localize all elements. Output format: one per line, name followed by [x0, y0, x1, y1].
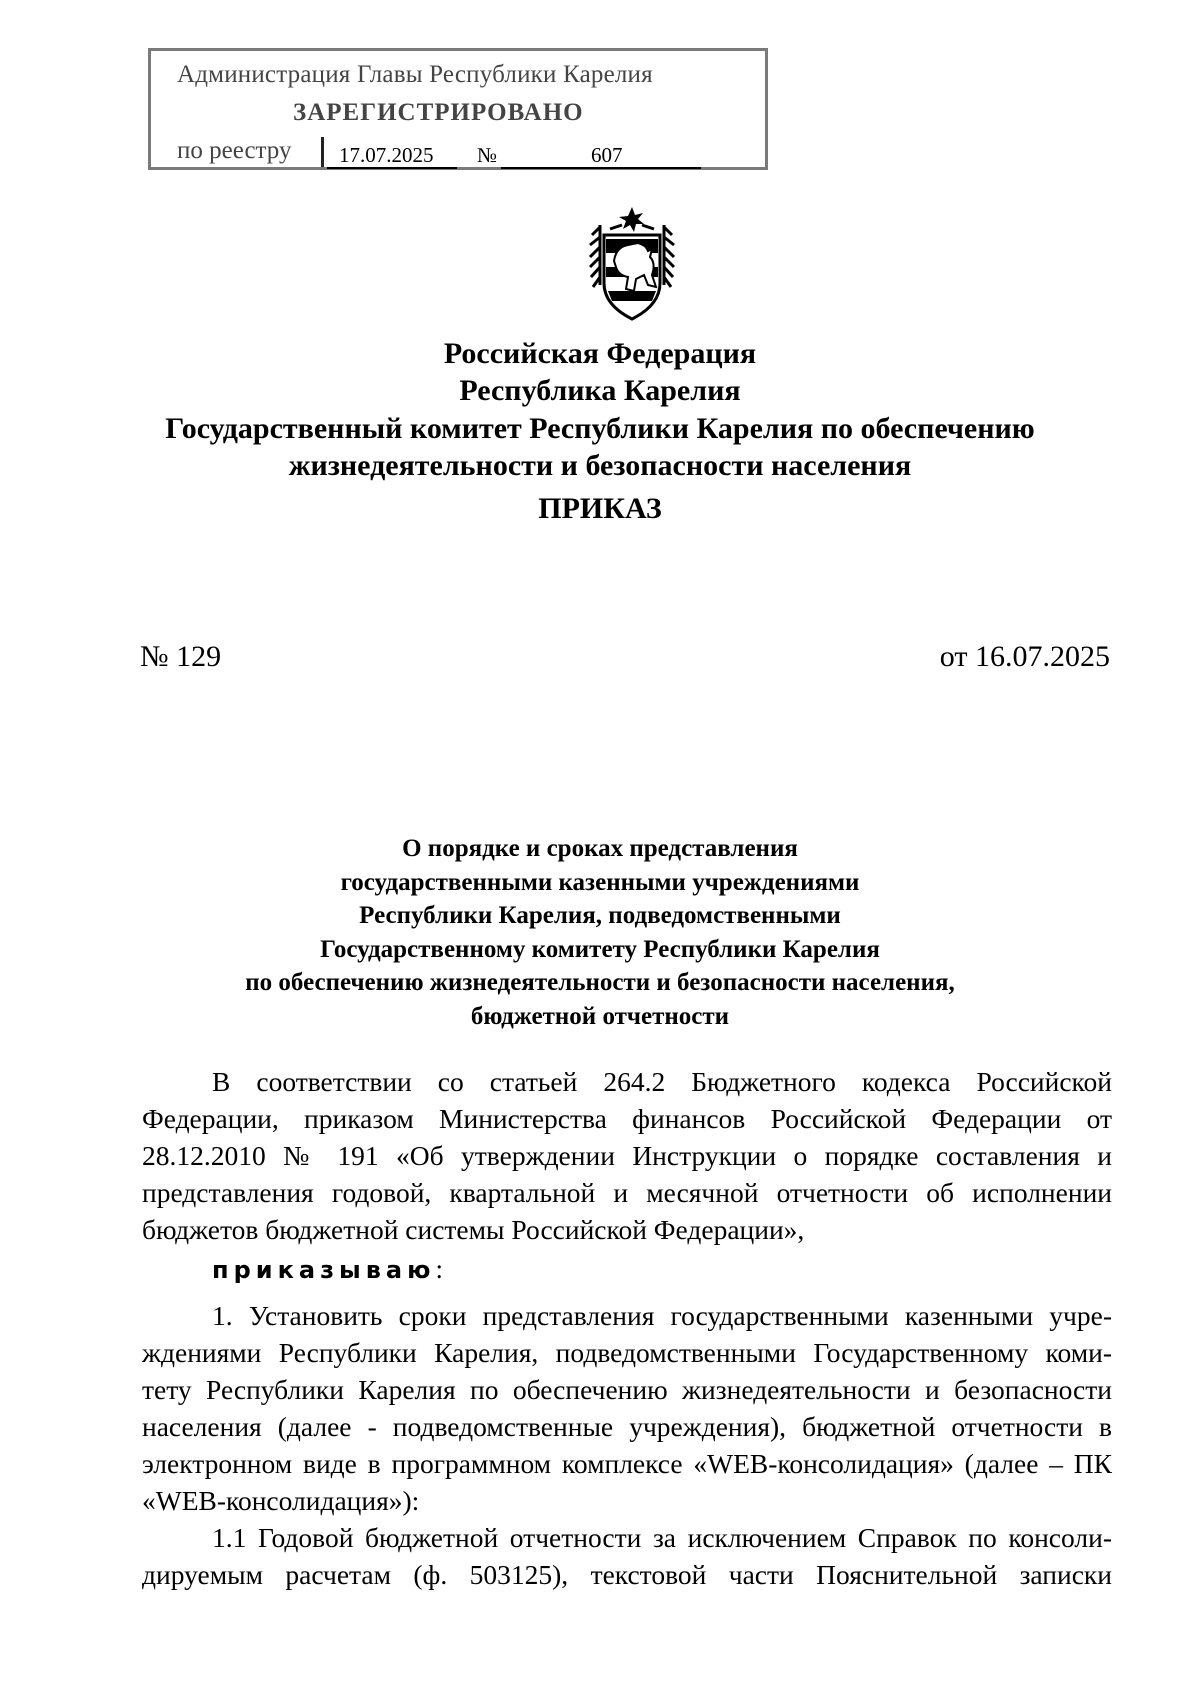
subject-line: Государственному комитету Республики Карелия	[320, 935, 880, 963]
item1-line: ждениями Республики Карелия, подведомственными Государственному коми-	[142, 1337, 1112, 1368]
item1-line: электронном виде в программном комплексе «WEB-консолидация» (далее – ПК	[142, 1448, 1112, 1479]
stamp-date: 17.07.2025	[339, 143, 434, 167]
item1-line: тету Республики Карелия по обеспечению жизнедеятельности и безопасности	[142, 1374, 1112, 1405]
header-committee-line2: жизнедеятельности и безопасности населения	[288, 449, 912, 482]
preamble-line: 28.12.2010 № 191 «Об утверждении Инструкции о порядке составления и	[142, 1140, 1112, 1171]
command-word	[212, 1254, 443, 1285]
item1-1-line: дируемым расчетам (ф. 503125), текстовой части Пояснительной записки	[142, 1559, 1112, 1590]
subject-line: по обеспечению жизнедеятельности и безопасности населения,	[245, 969, 955, 996]
registration-stamp	[148, 48, 768, 170]
command-colon: :	[435, 1254, 443, 1284]
subject-line: О порядке и сроках представления	[402, 835, 798, 862]
preamble-line: бюджетов бюджетной системы Российской Федерации»,	[142, 1214, 805, 1245]
item1-line: «WEB-консолидация»):	[142, 1485, 420, 1516]
item1-1-line: 1.1 Годовой бюджетной отчетности за исключением Справок по консоли-	[212, 1522, 1112, 1553]
stamp-date-underline	[327, 167, 457, 169]
stamp-number-sign: №	[477, 143, 498, 167]
subject-line: государственными казенными учреждениями	[340, 868, 860, 896]
header-committee-line1: Государственный комитет Республики Карелия по обеспечению	[165, 412, 1035, 445]
stamp-divider	[321, 137, 324, 167]
order-number: № 129	[140, 640, 222, 673]
command-word-text: приказываю	[212, 1256, 436, 1284]
subject-line: Республики Карелия, подведомственными	[359, 902, 841, 929]
stamp-registry-label: по реестру	[177, 137, 292, 164]
item1-line: 1. Установить сроки представления государственными казенными учре-	[212, 1300, 1112, 1331]
stamp-number: 607	[591, 143, 623, 167]
stamp-number-underline	[501, 167, 701, 169]
preamble-line: В соответствии со статьей 264.2 Бюджетного кодекса Российской	[212, 1066, 1112, 1097]
order-date: от 16.07.2025	[939, 640, 1110, 673]
header-republic: Республика Карелия	[459, 374, 741, 407]
document-type-title: ПРИКАЗ	[538, 492, 662, 525]
order-subject	[0, 832, 1200, 1033]
header-federation: Российская Федерация	[443, 337, 757, 370]
karelia-coat-of-arms-icon	[586, 205, 678, 323]
stamp-authority: Администрация Главы Республики Карелия	[177, 61, 653, 88]
preamble-line: Федерации, приказом Министерства финансов Российской Федерации от	[142, 1103, 1112, 1134]
preamble-line: представления годовой, квартальной и месячной отчетности об исполнении	[142, 1177, 1112, 1208]
subject-line: бюджетной отчетности	[470, 1002, 730, 1030]
stamp-registered: ЗАРЕГИСТРИРОВАНО	[293, 99, 584, 126]
item1-line: населения (далее - подведомственные учреждения), бюджетной отчетности в	[142, 1411, 1112, 1442]
